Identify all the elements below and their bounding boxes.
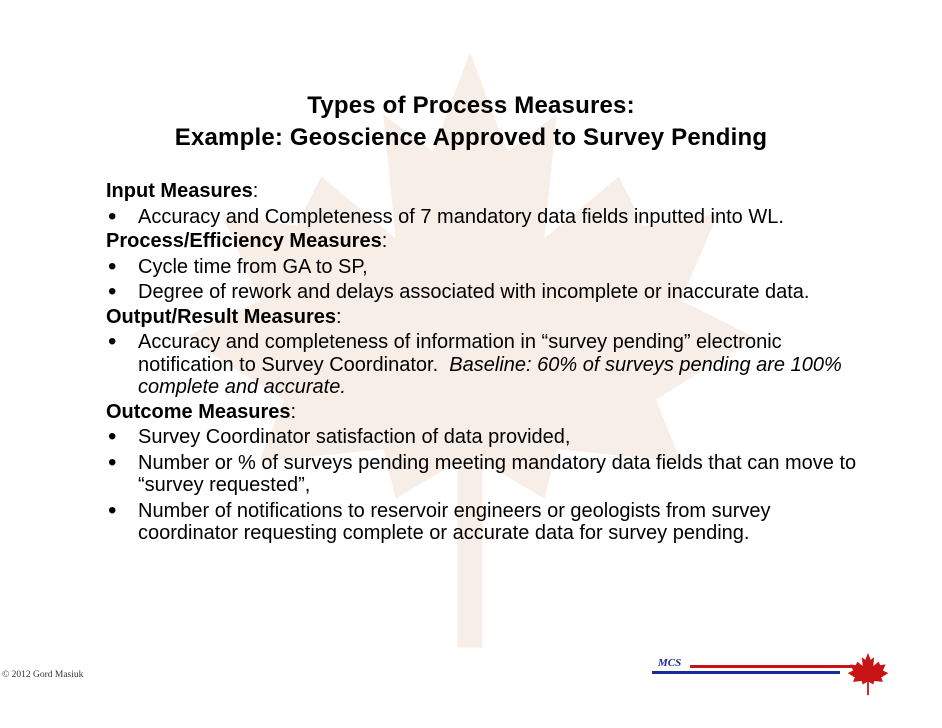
title-line-1: Types of Process Measures: xyxy=(307,92,635,119)
bullet-text: Accuracy and completeness of information in “survey pending” electronic notification to Survey Coordinator. xyxy=(138,331,782,376)
slide-content xyxy=(106,178,866,547)
heading-colon: : xyxy=(381,230,388,252)
section-heading: Outcome Measures xyxy=(106,400,291,423)
heading-colon: : xyxy=(336,305,342,328)
heading-colon: : xyxy=(290,400,297,423)
bullet-list xyxy=(106,331,866,399)
section-outcome-measures xyxy=(106,401,866,545)
section-output-result-measures xyxy=(106,306,866,399)
section-input-measures xyxy=(106,180,866,228)
logo-text: MCS xyxy=(658,657,682,669)
baseline-note: Baseline: 60% of surveys pending are 100% complete and accurate. xyxy=(138,353,842,398)
title-line-2: Example: Geoscience Approved to Survey Pending xyxy=(174,124,768,151)
bullet-item: • Number or % of surveys pending meeting mandatory data fields that can move to “survey requested”, xyxy=(106,452,866,497)
section-heading: Process/Efficiency Measures xyxy=(106,230,382,252)
bullet-item: • Degree of rework and delays associated with incomplete or inaccurate data. xyxy=(106,281,866,304)
section-process-efficiency-measures xyxy=(106,230,866,304)
bullet-item: • Number of notifications to reservoir engineers or geologists from survey coordinator requesting complete or accurate data for survey pending. xyxy=(106,500,866,545)
logo-blue-line xyxy=(652,671,840,674)
bullet-item: • Accuracy and Completeness of 7 mandatory data fields inputted into WL. xyxy=(106,206,866,229)
mcs-logo xyxy=(650,652,890,698)
logo-red-line xyxy=(690,665,862,668)
bullet-list xyxy=(106,206,866,229)
section-heading: Output/Result Measures xyxy=(106,305,337,328)
maple-leaf-icon xyxy=(846,652,890,696)
bullet-list xyxy=(106,256,866,304)
bullet-list xyxy=(106,426,866,545)
bullet-item: • Cycle time from GA to SP, xyxy=(106,256,866,279)
bullet-item: • Survey Coordinator satisfaction of data provided, xyxy=(106,426,866,449)
copyright-text: © 2012 Gord Masiuk xyxy=(2,670,84,680)
slide-title xyxy=(0,90,942,154)
section-heading: Input Measures xyxy=(106,180,253,202)
bullet-item xyxy=(106,331,866,399)
heading-colon: : xyxy=(252,180,259,202)
